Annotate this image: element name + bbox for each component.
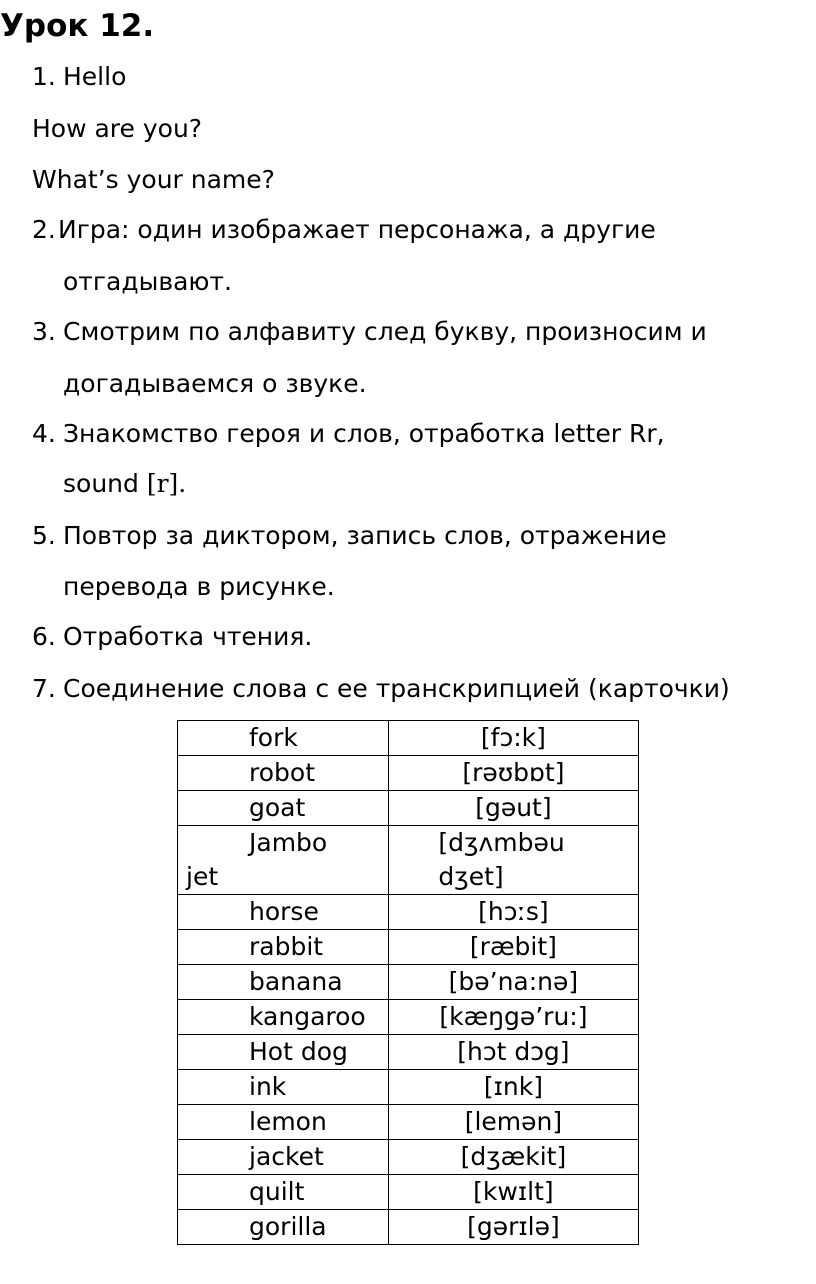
transcription-cell [388, 1140, 638, 1175]
item-text: What’s your name? [32, 165, 275, 194]
item-text: перевода в рисунке. [63, 572, 335, 601]
word-cell [178, 1070, 389, 1105]
item-number: 3. [32, 317, 56, 346]
item-text: Знакомство героя и слов, отработка letter Rr, [63, 419, 665, 448]
table-row [178, 756, 639, 791]
word-cell [178, 756, 389, 791]
table-row [178, 1210, 639, 1245]
transcription: [ræbit] [469, 932, 557, 961]
word-cell [178, 721, 389, 756]
sound-label: sound [63, 469, 139, 498]
word: robot [249, 758, 315, 787]
word: Hot dog [249, 1037, 348, 1066]
item-number: 6. [32, 622, 56, 651]
transcription-cell [388, 1175, 638, 1210]
item-text: Смотрим по алфавиту след букву, произносим и [63, 317, 707, 346]
word-cell [178, 1175, 389, 1210]
page-title: Урок 12. [0, 8, 155, 44]
table-row [178, 1175, 639, 1210]
transcription-cell [388, 965, 638, 1000]
word: goat [249, 793, 306, 822]
transcription: [dʒʌmbəu dʒet] [438, 828, 565, 891]
table-row [178, 1105, 639, 1140]
word: rabbit [249, 932, 324, 961]
word: ink [249, 1072, 287, 1101]
item-number: 5. [32, 521, 56, 550]
transcription: [lemən] [464, 1107, 563, 1136]
word-cell [178, 965, 389, 1000]
item-number: 2. [32, 215, 56, 244]
transcription: [gəut] [475, 793, 552, 822]
word-cell [178, 826, 389, 895]
table-row [178, 826, 639, 895]
transcription: [hɔt dɔg] [457, 1037, 570, 1066]
transcription: [ɪnk] [483, 1072, 543, 1101]
transcription-cell [388, 721, 638, 756]
transcription: [gərɪlə] [467, 1212, 560, 1241]
transcription: [kæŋgə’ru:] [439, 1002, 588, 1031]
word-cell [178, 1210, 389, 1245]
table-row [178, 1070, 639, 1105]
transcription-cell [388, 826, 638, 895]
item-number: 7. [32, 674, 56, 703]
item-text: догадываемся о звуке. [63, 369, 367, 398]
item-number: 1. [32, 62, 56, 91]
transcription-cell [388, 1105, 638, 1140]
word: horse [249, 897, 319, 926]
word: Jambo [249, 828, 328, 857]
word-cell [178, 895, 389, 930]
word: fork [249, 723, 298, 752]
transcription-cell [388, 930, 638, 965]
transcription-cell [388, 756, 638, 791]
transcription: [hɔːs] [478, 897, 549, 926]
item-number: 4. [32, 419, 56, 448]
sound-ipa: [r]. [146, 469, 187, 498]
transcription: [kwɪlt] [473, 1177, 554, 1206]
table-row [178, 930, 639, 965]
word-cell [178, 791, 389, 826]
transcription: [rəʊbɒt] [462, 758, 565, 787]
table-row [178, 1035, 639, 1070]
item-text: Hello [63, 62, 127, 91]
transcription-cell [388, 791, 638, 826]
item-text: Отработка чтения. [63, 622, 313, 651]
item-text: How are you? [32, 114, 203, 143]
word: gorilla [249, 1212, 327, 1241]
word: banana [249, 967, 343, 996]
transcription-cell [388, 895, 638, 930]
item-text: отгадывают. [63, 267, 232, 296]
word: kangaroo [249, 1002, 366, 1031]
word-cell [178, 1105, 389, 1140]
word: jacket [249, 1142, 324, 1171]
word: quilt [249, 1177, 305, 1206]
item-text: Соединение слова с ее транскрипцией (карточки) [63, 674, 730, 703]
word-cell [178, 1000, 389, 1035]
word-extra: jet [186, 862, 219, 891]
item-text-sound [63, 467, 186, 501]
word-cell [178, 930, 389, 965]
words-table [177, 720, 639, 1245]
transcription-cell [388, 1070, 638, 1105]
table-row [178, 1140, 639, 1175]
item-text: Повтор за диктором, запись слов, отражение [63, 521, 667, 550]
transcription-cell [388, 1210, 638, 1245]
table-row [178, 791, 639, 826]
word: lemon [249, 1107, 327, 1136]
transcription: [bə’na:nə] [448, 967, 579, 996]
word-cell [178, 1140, 389, 1175]
table-row [178, 1000, 639, 1035]
item-text: Игра: один изображает персонажа, а другие [58, 215, 656, 244]
word-cell [178, 1035, 389, 1070]
transcription: [dʒækit] [460, 1142, 567, 1171]
transcription-cell [388, 1000, 638, 1035]
transcription: [fɔ:k] [480, 723, 546, 752]
table-row [178, 965, 639, 1000]
table-row [178, 721, 639, 756]
transcription-cell [388, 1035, 638, 1070]
table-row [178, 895, 639, 930]
